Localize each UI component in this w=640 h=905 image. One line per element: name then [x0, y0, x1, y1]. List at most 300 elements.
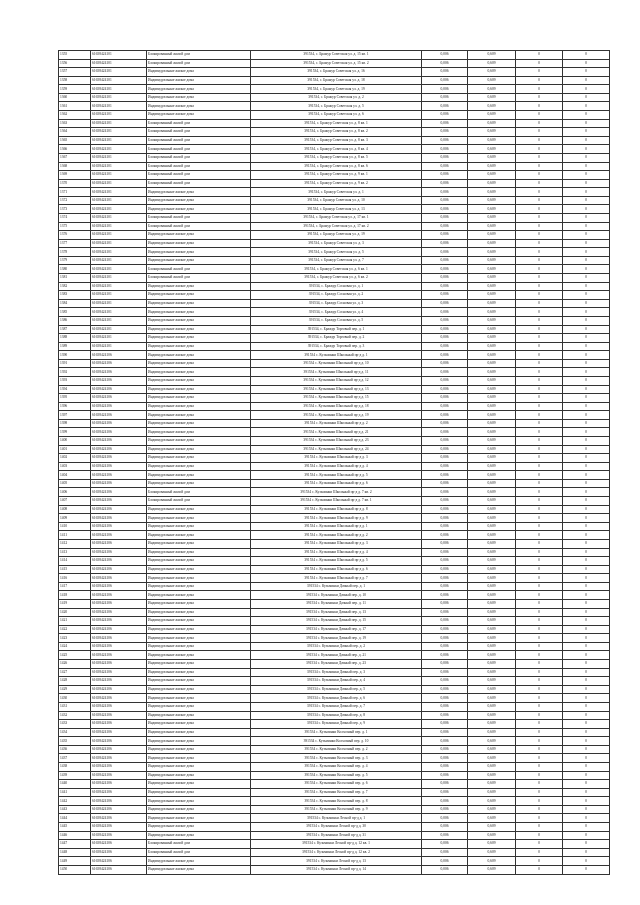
table-row [59, 642, 610, 651]
housing-registry-table [58, 50, 610, 875]
row-number-cell: 1421 [59, 617, 91, 626]
value-2-cell: 0,609 [468, 428, 516, 437]
value-2-cell: 0,609 [468, 299, 516, 308]
value-1-cell: 0,006 [422, 497, 468, 506]
oktmo-code-cell: 61658424101 [91, 222, 147, 231]
building-type-cell: Индивидуальные жилые дома [147, 797, 251, 806]
value-2-cell: 0,609 [468, 334, 516, 343]
address-cell: 391534 с. Кузьминки Дачный пер. д. 15 [251, 617, 422, 626]
value-3-cell: 0 [516, 376, 563, 385]
oktmo-code-cell: 61658424106 [91, 548, 147, 557]
value-4-cell: 0 [563, 771, 610, 780]
row-number-cell: 1363 [59, 119, 91, 128]
value-3-cell: 0 [516, 385, 563, 394]
table-row [59, 651, 610, 660]
value-2-cell: 0,609 [468, 93, 516, 102]
table-row [59, 334, 610, 343]
table-row [59, 325, 610, 334]
value-4-cell: 0 [563, 797, 610, 806]
value-3-cell: 0 [516, 642, 563, 651]
building-type-cell: Индивидуальные жилые дома [147, 531, 251, 540]
value-3-cell: 0 [516, 68, 563, 77]
value-2-cell: 0,609 [468, 119, 516, 128]
table-row [59, 797, 610, 806]
oktmo-code-cell: 61658424106 [91, 711, 147, 720]
value-2-cell: 0,609 [468, 608, 516, 617]
value-3-cell: 0 [516, 505, 563, 514]
table-row [59, 128, 610, 137]
value-4-cell: 0 [563, 196, 610, 205]
row-number-cell: 1358 [59, 76, 91, 85]
value-2-cell: 0,609 [468, 351, 516, 360]
value-2-cell: 0,609 [468, 617, 516, 626]
table-row [59, 805, 610, 814]
building-type-cell: Блокированный жилой дом [147, 840, 251, 849]
table-row [59, 557, 610, 566]
oktmo-code-cell: 61658424106 [91, 428, 147, 437]
building-type-cell: Индивидуальные жилые дома [147, 625, 251, 634]
value-3-cell: 0 [516, 308, 563, 317]
value-1-cell: 0,006 [422, 222, 468, 231]
building-type-cell: Блокированный жилой дом [147, 848, 251, 857]
row-number-cell: 1418 [59, 591, 91, 600]
oktmo-code-cell: 61658424106 [91, 754, 147, 763]
table-row [59, 531, 610, 540]
value-1-cell: 0,006 [422, 385, 468, 394]
value-2-cell: 0,609 [468, 342, 516, 351]
value-3-cell: 0 [516, 702, 563, 711]
table-row [59, 479, 610, 488]
oktmo-code-cell: 61658424106 [91, 454, 147, 463]
value-4-cell: 0 [563, 205, 610, 214]
table-row [59, 351, 610, 360]
address-cell: 391534, с. Бражур Советская ул. д. 8 кв. 5 [251, 153, 422, 162]
value-1-cell: 0,006 [422, 625, 468, 634]
value-1-cell: 0,006 [422, 171, 468, 180]
value-1-cell: 0,006 [422, 274, 468, 283]
value-3-cell: 0 [516, 368, 563, 377]
address-cell: 391534 с. Кузьминки Школьный пр-д д. 24 [251, 445, 422, 454]
address-cell: 391534 с. Кузьминки Школьный пр-д д. 15 [251, 394, 422, 403]
row-number-cell: 1364 [59, 128, 91, 137]
address-cell: 391534, с. Бражур Торговый пер. д. 1 [251, 325, 422, 334]
value-4-cell: 0 [563, 780, 610, 789]
value-3-cell: 0 [516, 805, 563, 814]
address-cell: 391534 с. Кузьминки Лесной пр-д д. 13 [251, 857, 422, 866]
value-1-cell: 0,006 [422, 831, 468, 840]
table-body [59, 51, 610, 875]
building-type-cell: Индивидуальные жилые дома [147, 437, 251, 446]
value-1-cell: 0,006 [422, 539, 468, 548]
address-cell: 391534 с. Кузьминки Дачный пер. д. 7 [251, 702, 422, 711]
value-1-cell: 0,006 [422, 522, 468, 531]
value-3-cell: 0 [516, 265, 563, 274]
address-cell: 391534, с. Бражур Торговый пер. д. 2 [251, 334, 422, 343]
building-type-cell: Блокированный жилой дом [147, 128, 251, 137]
value-2-cell: 0,609 [468, 634, 516, 643]
building-type-cell: Индивидуальные жилые дома [147, 702, 251, 711]
value-4-cell: 0 [563, 188, 610, 197]
value-1-cell: 0,006 [422, 256, 468, 265]
row-number-cell: 1373 [59, 205, 91, 214]
value-2-cell: 0,609 [468, 660, 516, 669]
value-1-cell: 0,006 [422, 574, 468, 583]
table-row [59, 93, 610, 102]
oktmo-code-cell: 61658424106 [91, 411, 147, 420]
value-1-cell: 0,006 [422, 600, 468, 609]
value-2-cell: 0,609 [468, 76, 516, 85]
building-type-cell: Индивидуальные жилые дома [147, 762, 251, 771]
value-1-cell: 0,006 [422, 428, 468, 437]
row-number-cell: 1369 [59, 171, 91, 180]
building-type-cell: Индивидуальные жилые дома [147, 325, 251, 334]
oktmo-code-cell: 61658424101 [91, 205, 147, 214]
address-cell: 391534 с. Кузьминки Дачный пер. д. 2 [251, 642, 422, 651]
row-number-cell: 1367 [59, 153, 91, 162]
value-2-cell: 0,609 [468, 548, 516, 557]
value-3-cell: 0 [516, 128, 563, 137]
value-3-cell: 0 [516, 85, 563, 94]
value-4-cell: 0 [563, 642, 610, 651]
value-1-cell: 0,006 [422, 162, 468, 171]
value-1-cell: 0,006 [422, 179, 468, 188]
value-3-cell: 0 [516, 51, 563, 60]
table-row [59, 788, 610, 797]
oktmo-code-cell: 61658424106 [91, 848, 147, 857]
value-4-cell: 0 [563, 111, 610, 120]
value-4-cell: 0 [563, 660, 610, 669]
oktmo-code-cell: 61658424106 [91, 771, 147, 780]
building-type-cell: Индивидуальные жилые дома [147, 788, 251, 797]
value-3-cell: 0 [516, 282, 563, 291]
address-cell: 391534 с. Кузьминки Школьный пр-д д. 23 [251, 437, 422, 446]
value-3-cell: 0 [516, 445, 563, 454]
row-number-cell: 1366 [59, 145, 91, 154]
value-4-cell: 0 [563, 488, 610, 497]
building-type-cell: Индивидуальные жилые дома [147, 831, 251, 840]
address-cell: 391534 с. Кузьминки Лесной пр-д д. 14 [251, 865, 422, 874]
value-3-cell: 0 [516, 728, 563, 737]
building-type-cell: Индивидуальные жилые дома [147, 316, 251, 325]
value-3-cell: 0 [516, 865, 563, 874]
value-3-cell: 0 [516, 771, 563, 780]
address-cell: 391534 с. Кузьминки Лесной пр-д д. 12 кв. 1 [251, 840, 422, 849]
table-row [59, 471, 610, 480]
value-2-cell: 0,609 [468, 282, 516, 291]
row-number-cell: 1384 [59, 299, 91, 308]
value-4-cell: 0 [563, 677, 610, 686]
value-2-cell: 0,609 [468, 308, 516, 317]
value-4-cell: 0 [563, 239, 610, 248]
value-1-cell: 0,006 [422, 814, 468, 823]
value-1-cell: 0,006 [422, 745, 468, 754]
value-1-cell: 0,006 [422, 342, 468, 351]
value-4-cell: 0 [563, 651, 610, 660]
building-type-cell: Индивидуальные жилые дома [147, 660, 251, 669]
value-4-cell: 0 [563, 762, 610, 771]
value-3-cell: 0 [516, 437, 563, 446]
building-type-cell: Индивидуальные жилые дома [147, 608, 251, 617]
address-cell: 391534 с. Кузьминки Школьный пр-д д. 18 [251, 402, 422, 411]
oktmo-code-cell: 61658424106 [91, 419, 147, 428]
table-row [59, 428, 610, 437]
value-3-cell: 0 [516, 462, 563, 471]
row-number-cell: 1380 [59, 265, 91, 274]
row-number-cell: 1405 [59, 479, 91, 488]
value-2-cell: 0,609 [468, 385, 516, 394]
row-number-cell: 1414 [59, 557, 91, 566]
value-1-cell: 0,006 [422, 720, 468, 729]
value-4-cell: 0 [563, 505, 610, 514]
value-3-cell: 0 [516, 428, 563, 437]
value-4-cell: 0 [563, 368, 610, 377]
oktmo-code-cell: 61658424101 [91, 119, 147, 128]
value-1-cell: 0,006 [422, 702, 468, 711]
value-2-cell: 0,609 [468, 591, 516, 600]
table-row [59, 411, 610, 420]
value-1-cell: 0,006 [422, 454, 468, 463]
value-2-cell: 0,609 [468, 291, 516, 300]
value-4-cell: 0 [563, 694, 610, 703]
value-2-cell: 0,609 [468, 497, 516, 506]
value-3-cell: 0 [516, 720, 563, 729]
oktmo-code-cell: 61658424101 [91, 334, 147, 343]
address-cell: 391534 с. Кузьминки Колхозный пер. д. 4 [251, 762, 422, 771]
value-4-cell: 0 [563, 334, 610, 343]
table-row [59, 231, 610, 240]
building-type-cell: Индивидуальные жилые дома [147, 737, 251, 746]
table-row [59, 497, 610, 506]
value-4-cell: 0 [563, 565, 610, 574]
value-3-cell: 0 [516, 145, 563, 154]
value-4-cell: 0 [563, 497, 610, 506]
table-row [59, 694, 610, 703]
value-2-cell: 0,609 [468, 745, 516, 754]
value-3-cell: 0 [516, 334, 563, 343]
oktmo-code-cell: 61658424106 [91, 617, 147, 626]
value-3-cell: 0 [516, 59, 563, 68]
row-number-cell: 1356 [59, 59, 91, 68]
oktmo-code-cell: 61658424106 [91, 531, 147, 540]
oktmo-code-cell: 61658424101 [91, 325, 147, 334]
address-cell: 391534 с. Кузьминки Школьный пр-д д. 6 [251, 479, 422, 488]
oktmo-code-cell: 61658424101 [91, 231, 147, 240]
value-1-cell: 0,006 [422, 788, 468, 797]
value-3-cell: 0 [516, 848, 563, 857]
table-row [59, 608, 610, 617]
value-2-cell: 0,609 [468, 737, 516, 746]
value-2-cell: 0,609 [468, 840, 516, 849]
building-type-cell: Индивидуальные жилые дома [147, 539, 251, 548]
row-number-cell: 1416 [59, 574, 91, 583]
row-number-cell: 1415 [59, 565, 91, 574]
value-2-cell: 0,609 [468, 574, 516, 583]
value-4-cell: 0 [563, 531, 610, 540]
row-number-cell: 1403 [59, 462, 91, 471]
table-row [59, 814, 610, 823]
value-2-cell: 0,609 [468, 582, 516, 591]
building-type-cell: Блокированный жилой дом [147, 59, 251, 68]
table-row [59, 677, 610, 686]
oktmo-code-cell: 61658424106 [91, 788, 147, 797]
value-1-cell: 0,006 [422, 505, 468, 514]
address-cell: 391534 с. Кузьминки Школьный пр-д д. 2 [251, 531, 422, 540]
address-cell: 391534 с. Кузьминки Колхозный пер. д. 9 [251, 805, 422, 814]
value-3-cell: 0 [516, 574, 563, 583]
value-3-cell: 0 [516, 325, 563, 334]
address-cell: 391534 с. Кузьминки Дачный пер. д. 21 [251, 651, 422, 660]
value-3-cell: 0 [516, 608, 563, 617]
table-row [59, 437, 610, 446]
value-1-cell: 0,006 [422, 548, 468, 557]
address-cell: 391534 с. Кузьминки Школьный пр-д д. 5 [251, 471, 422, 480]
value-3-cell: 0 [516, 539, 563, 548]
row-number-cell: 1368 [59, 162, 91, 171]
value-3-cell: 0 [516, 274, 563, 283]
address-cell: 391534 с. Кузьминки Школьный пр-д д. 11 [251, 368, 422, 377]
value-3-cell: 0 [516, 248, 563, 257]
building-type-cell: Индивидуальные жилые дома [147, 651, 251, 660]
value-3-cell: 0 [516, 76, 563, 85]
value-1-cell: 0,006 [422, 445, 468, 454]
building-type-cell: Индивидуальные жилые дома [147, 617, 251, 626]
building-type-cell: Индивидуальные жилые дома [147, 462, 251, 471]
value-3-cell: 0 [516, 840, 563, 849]
oktmo-code-cell: 61658424101 [91, 76, 147, 85]
value-1-cell: 0,006 [422, 471, 468, 480]
table-row [59, 600, 610, 609]
oktmo-code-cell: 61658424101 [91, 171, 147, 180]
value-1-cell: 0,006 [422, 325, 468, 334]
oktmo-code-cell: 61658424101 [91, 239, 147, 248]
value-2-cell: 0,609 [468, 831, 516, 840]
row-number-cell: 1401 [59, 445, 91, 454]
value-4-cell: 0 [563, 351, 610, 360]
building-type-cell: Индивидуальные жилые дома [147, 394, 251, 403]
value-2-cell: 0,609 [468, 805, 516, 814]
value-3-cell: 0 [516, 823, 563, 832]
value-1-cell: 0,006 [422, 677, 468, 686]
table-row [59, 68, 610, 77]
value-4-cell: 0 [563, 153, 610, 162]
row-number-cell: 1386 [59, 316, 91, 325]
value-4-cell: 0 [563, 162, 610, 171]
value-3-cell: 0 [516, 359, 563, 368]
oktmo-code-cell: 61658424101 [91, 265, 147, 274]
building-type-cell: Индивидуальные жилые дома [147, 857, 251, 866]
row-number-cell: 1381 [59, 274, 91, 283]
value-4-cell: 0 [563, 754, 610, 763]
value-3-cell: 0 [516, 497, 563, 506]
address-cell: 391534, с. Бражур Советская ул. д. 17 кв. 2 [251, 222, 422, 231]
value-4-cell: 0 [563, 231, 610, 240]
building-type-cell: Индивидуальные жилые дома [147, 805, 251, 814]
table-row [59, 711, 610, 720]
building-type-cell: Индивидуальные жилые дома [147, 548, 251, 557]
oktmo-code-cell: 61658424101 [91, 128, 147, 137]
oktmo-code-cell: 61658424106 [91, 505, 147, 514]
table-row [59, 865, 610, 874]
value-3-cell: 0 [516, 111, 563, 120]
table-row [59, 111, 610, 120]
value-2-cell: 0,609 [468, 471, 516, 480]
building-type-cell: Индивидуальные жилые дома [147, 634, 251, 643]
address-cell: 391534, с. Бражур Советская ул. д. 8 кв. 4 [251, 145, 422, 154]
address-cell: 391534 с. Кузьминки Дачный пер. д. 9 [251, 720, 422, 729]
table-row [59, 248, 610, 257]
table-row [59, 196, 610, 205]
value-4-cell: 0 [563, 402, 610, 411]
building-type-cell: Индивидуальные жилые дома [147, 728, 251, 737]
address-cell: 391534 с. Кузьминки Школьный пр-д д. 19 [251, 411, 422, 420]
table-row [59, 754, 610, 763]
table-row [59, 720, 610, 729]
building-type-cell: Индивидуальные жилые дома [147, 514, 251, 523]
row-number-cell: 1406 [59, 488, 91, 497]
value-2-cell: 0,609 [468, 145, 516, 154]
value-2-cell: 0,609 [468, 865, 516, 874]
value-2-cell: 0,609 [468, 274, 516, 283]
value-3-cell: 0 [516, 102, 563, 111]
building-type-cell: Индивидуальные жилые дома [147, 248, 251, 257]
value-3-cell: 0 [516, 231, 563, 240]
value-1-cell: 0,006 [422, 239, 468, 248]
value-4-cell: 0 [563, 831, 610, 840]
row-number-cell: 1390 [59, 351, 91, 360]
row-number-cell: 1400 [59, 437, 91, 446]
address-cell: 391534 с. Кузьминки Школьный пр-д д. 5 [251, 557, 422, 566]
building-type-cell: Индивидуальные жилые дома [147, 196, 251, 205]
row-number-cell: 1425 [59, 651, 91, 660]
value-1-cell: 0,006 [422, 76, 468, 85]
value-4-cell: 0 [563, 582, 610, 591]
building-type-cell: Индивидуальные жилые дома [147, 780, 251, 789]
value-2-cell: 0,609 [468, 625, 516, 634]
value-2-cell: 0,609 [468, 462, 516, 471]
value-2-cell: 0,609 [468, 454, 516, 463]
address-cell: 391534 с. Кузьминки Школьный пр-д д. 12 [251, 376, 422, 385]
value-2-cell: 0,609 [468, 316, 516, 325]
table-row [59, 522, 610, 531]
value-2-cell: 0,609 [468, 196, 516, 205]
building-type-cell: Индивидуальные жилые дома [147, 368, 251, 377]
value-2-cell: 0,609 [468, 531, 516, 540]
oktmo-code-cell: 61658424101 [91, 256, 147, 265]
oktmo-code-cell: 61658424101 [91, 316, 147, 325]
building-type-cell: Индивидуальные жилые дома [147, 711, 251, 720]
value-3-cell: 0 [516, 394, 563, 403]
value-2-cell: 0,609 [468, 788, 516, 797]
table-row [59, 823, 610, 832]
address-cell: 391534 с. Кузьминки Школьный пр-д д. 7 кв. 1 [251, 497, 422, 506]
oktmo-code-cell: 61658424106 [91, 651, 147, 660]
value-4-cell: 0 [563, 342, 610, 351]
address-cell: 391534, с. Бражур Советская ул. д. 8 кв. 1 [251, 119, 422, 128]
table-row [59, 582, 610, 591]
row-number-cell: 1419 [59, 600, 91, 609]
value-4-cell: 0 [563, 68, 610, 77]
value-2-cell: 0,609 [468, 437, 516, 446]
value-3-cell: 0 [516, 171, 563, 180]
value-1-cell: 0,006 [422, 68, 468, 77]
row-number-cell: 1374 [59, 213, 91, 222]
value-2-cell: 0,609 [468, 651, 516, 660]
oktmo-code-cell: 61658424101 [91, 68, 147, 77]
value-3-cell: 0 [516, 93, 563, 102]
address-cell: 391534 с. Кузьминки Школьный пр-д д. 9 [251, 514, 422, 523]
value-1-cell: 0,006 [422, 291, 468, 300]
row-number-cell: 1448 [59, 848, 91, 857]
